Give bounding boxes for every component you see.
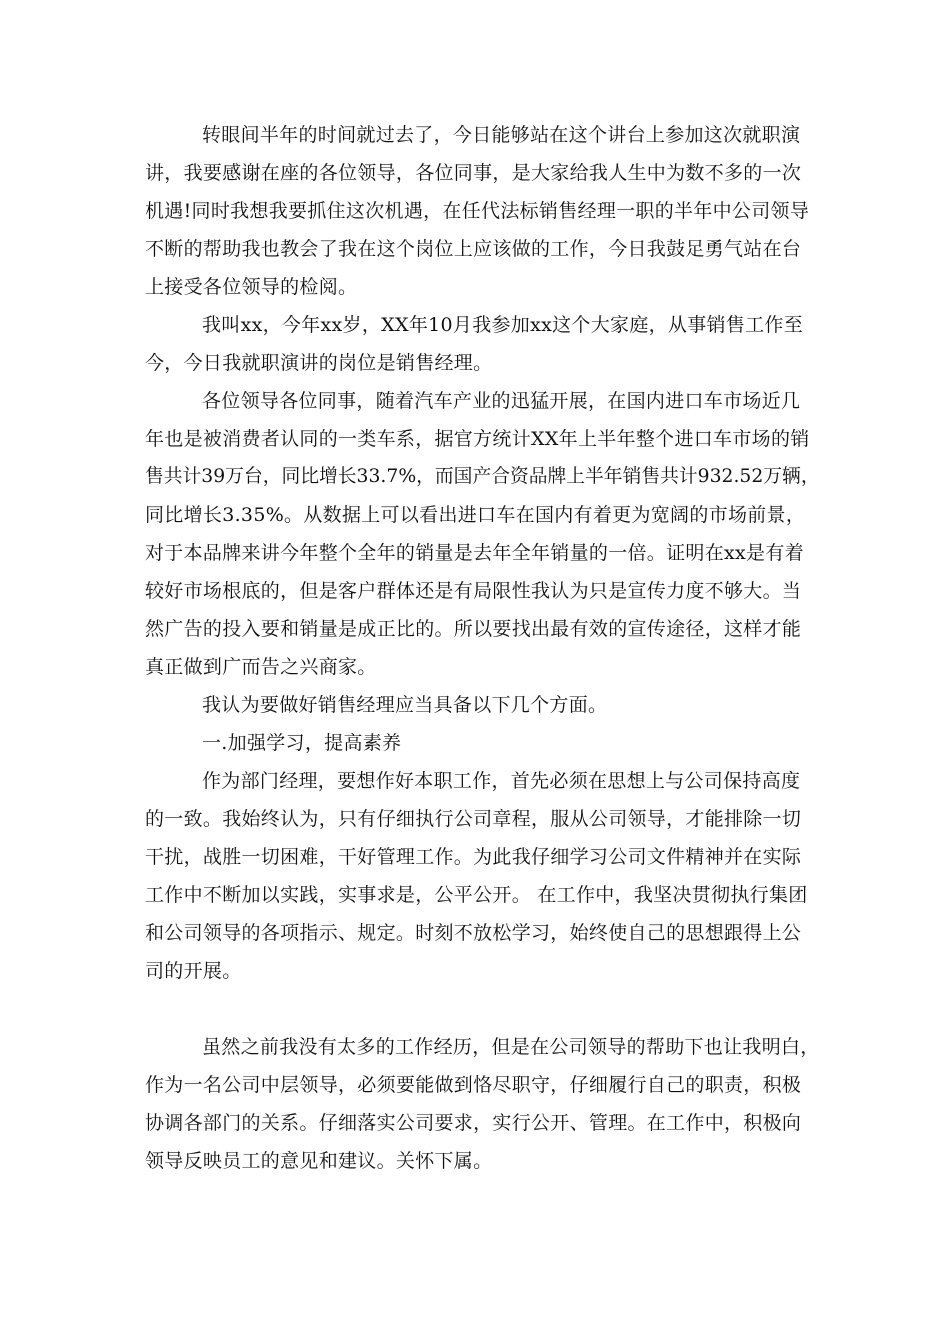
text-line: 作为部门经理，要想作好本职工作，首先必须在思想上与公司保持高度: [202, 770, 801, 792]
text-line: 作为一名公司中层领导，必须要能做到恪尽职守，仔细履行自己的职责，积极: [145, 1074, 802, 1096]
text-line: 干扰，战胜一切困难，干好管理工作。为此我仔细学习公司文件精神并在实际: [145, 846, 802, 868]
text-line: 真正做到广而告之兴商家。: [145, 656, 377, 678]
text-line: 工作中不断加以实践，实事求是，公平公开。 在工作中，我坚决贯彻执行集团: [145, 884, 808, 906]
text-line: 和公司领导的各项指示、规定。时刻不放松学习，始终使自己的思想跟得上公: [145, 922, 802, 944]
text-line: 转眼间半年的时间就过去了，今日能够站在这个讲台上参加这次就职演: [202, 124, 801, 146]
text-line: 不断的帮助我也教会了我在这个岗位上应该做的工作，今日我鼓足勇气站在台: [145, 238, 802, 260]
text-line: 虽然之前我没有太多的工作经历，但是在公司领导的帮助下也让我明白，: [202, 1036, 820, 1058]
text-line: 同比增长3.35%。从数据上可以看出进口车在国内有着更为宽阔的市场前景，: [145, 504, 806, 526]
text-line: 领导反映员工的意见和建议。关怀下属。: [145, 1150, 493, 1172]
text-line: 我叫xx，今年xx岁，XX年10月我参加xx这个大家庭，从事销售工作至: [202, 314, 804, 336]
text-line: 然广告的投入要和销量是成正比的。所以要找出最有效的宣传途径，这样才能: [145, 618, 802, 640]
text-line: 的一致。我始终认为，只有仔细执行公司章程，服从公司领导，才能排除一切: [145, 808, 802, 830]
text-line: 对于本品牌来讲今年整个全年的销量是去年全年销量的一倍。证明在xx是有着: [145, 542, 804, 564]
text-line: 各位领导各位同事，随着汽车产业的迅猛开展，在国内进口车市场近几: [202, 390, 801, 412]
text-line: 较好市场根底的，但是客户群体还是有局限性我认为只是宣传力度不够大。当: [145, 580, 802, 602]
text-line: 上接受各位领导的检阅。: [145, 276, 358, 298]
text-line: 机遇!同时我想我要抓住这次机遇，在任代法标销售经理一职的半年中公司领导: [145, 200, 810, 222]
text-line: 我认为要做好销售经理应当具备以下几个方面。: [202, 694, 608, 716]
text-line: 协调各部门的关系。仔细落实公司要求，实行公开、管理。在工作中，积极向: [145, 1112, 802, 1134]
text-line: 司的开展。: [145, 960, 242, 982]
text-line: 年也是被消费者认同的一类车系，据官方统计XX年上半年整个进口车市场的销: [145, 428, 810, 450]
text-line: 售共计39万台，同比增长33.7%，而国产合资品牌上半年销售共计932.52万辆，: [145, 466, 820, 487]
text-line: 今，今日我就职演讲的岗位是销售经理。: [145, 352, 493, 374]
text-line: 讲，我要感谢在座的各位领导，各位同事，是大家给我人生中为数不多的一次: [145, 162, 802, 184]
section-heading: 一.加强学习，提高素养: [202, 732, 402, 754]
